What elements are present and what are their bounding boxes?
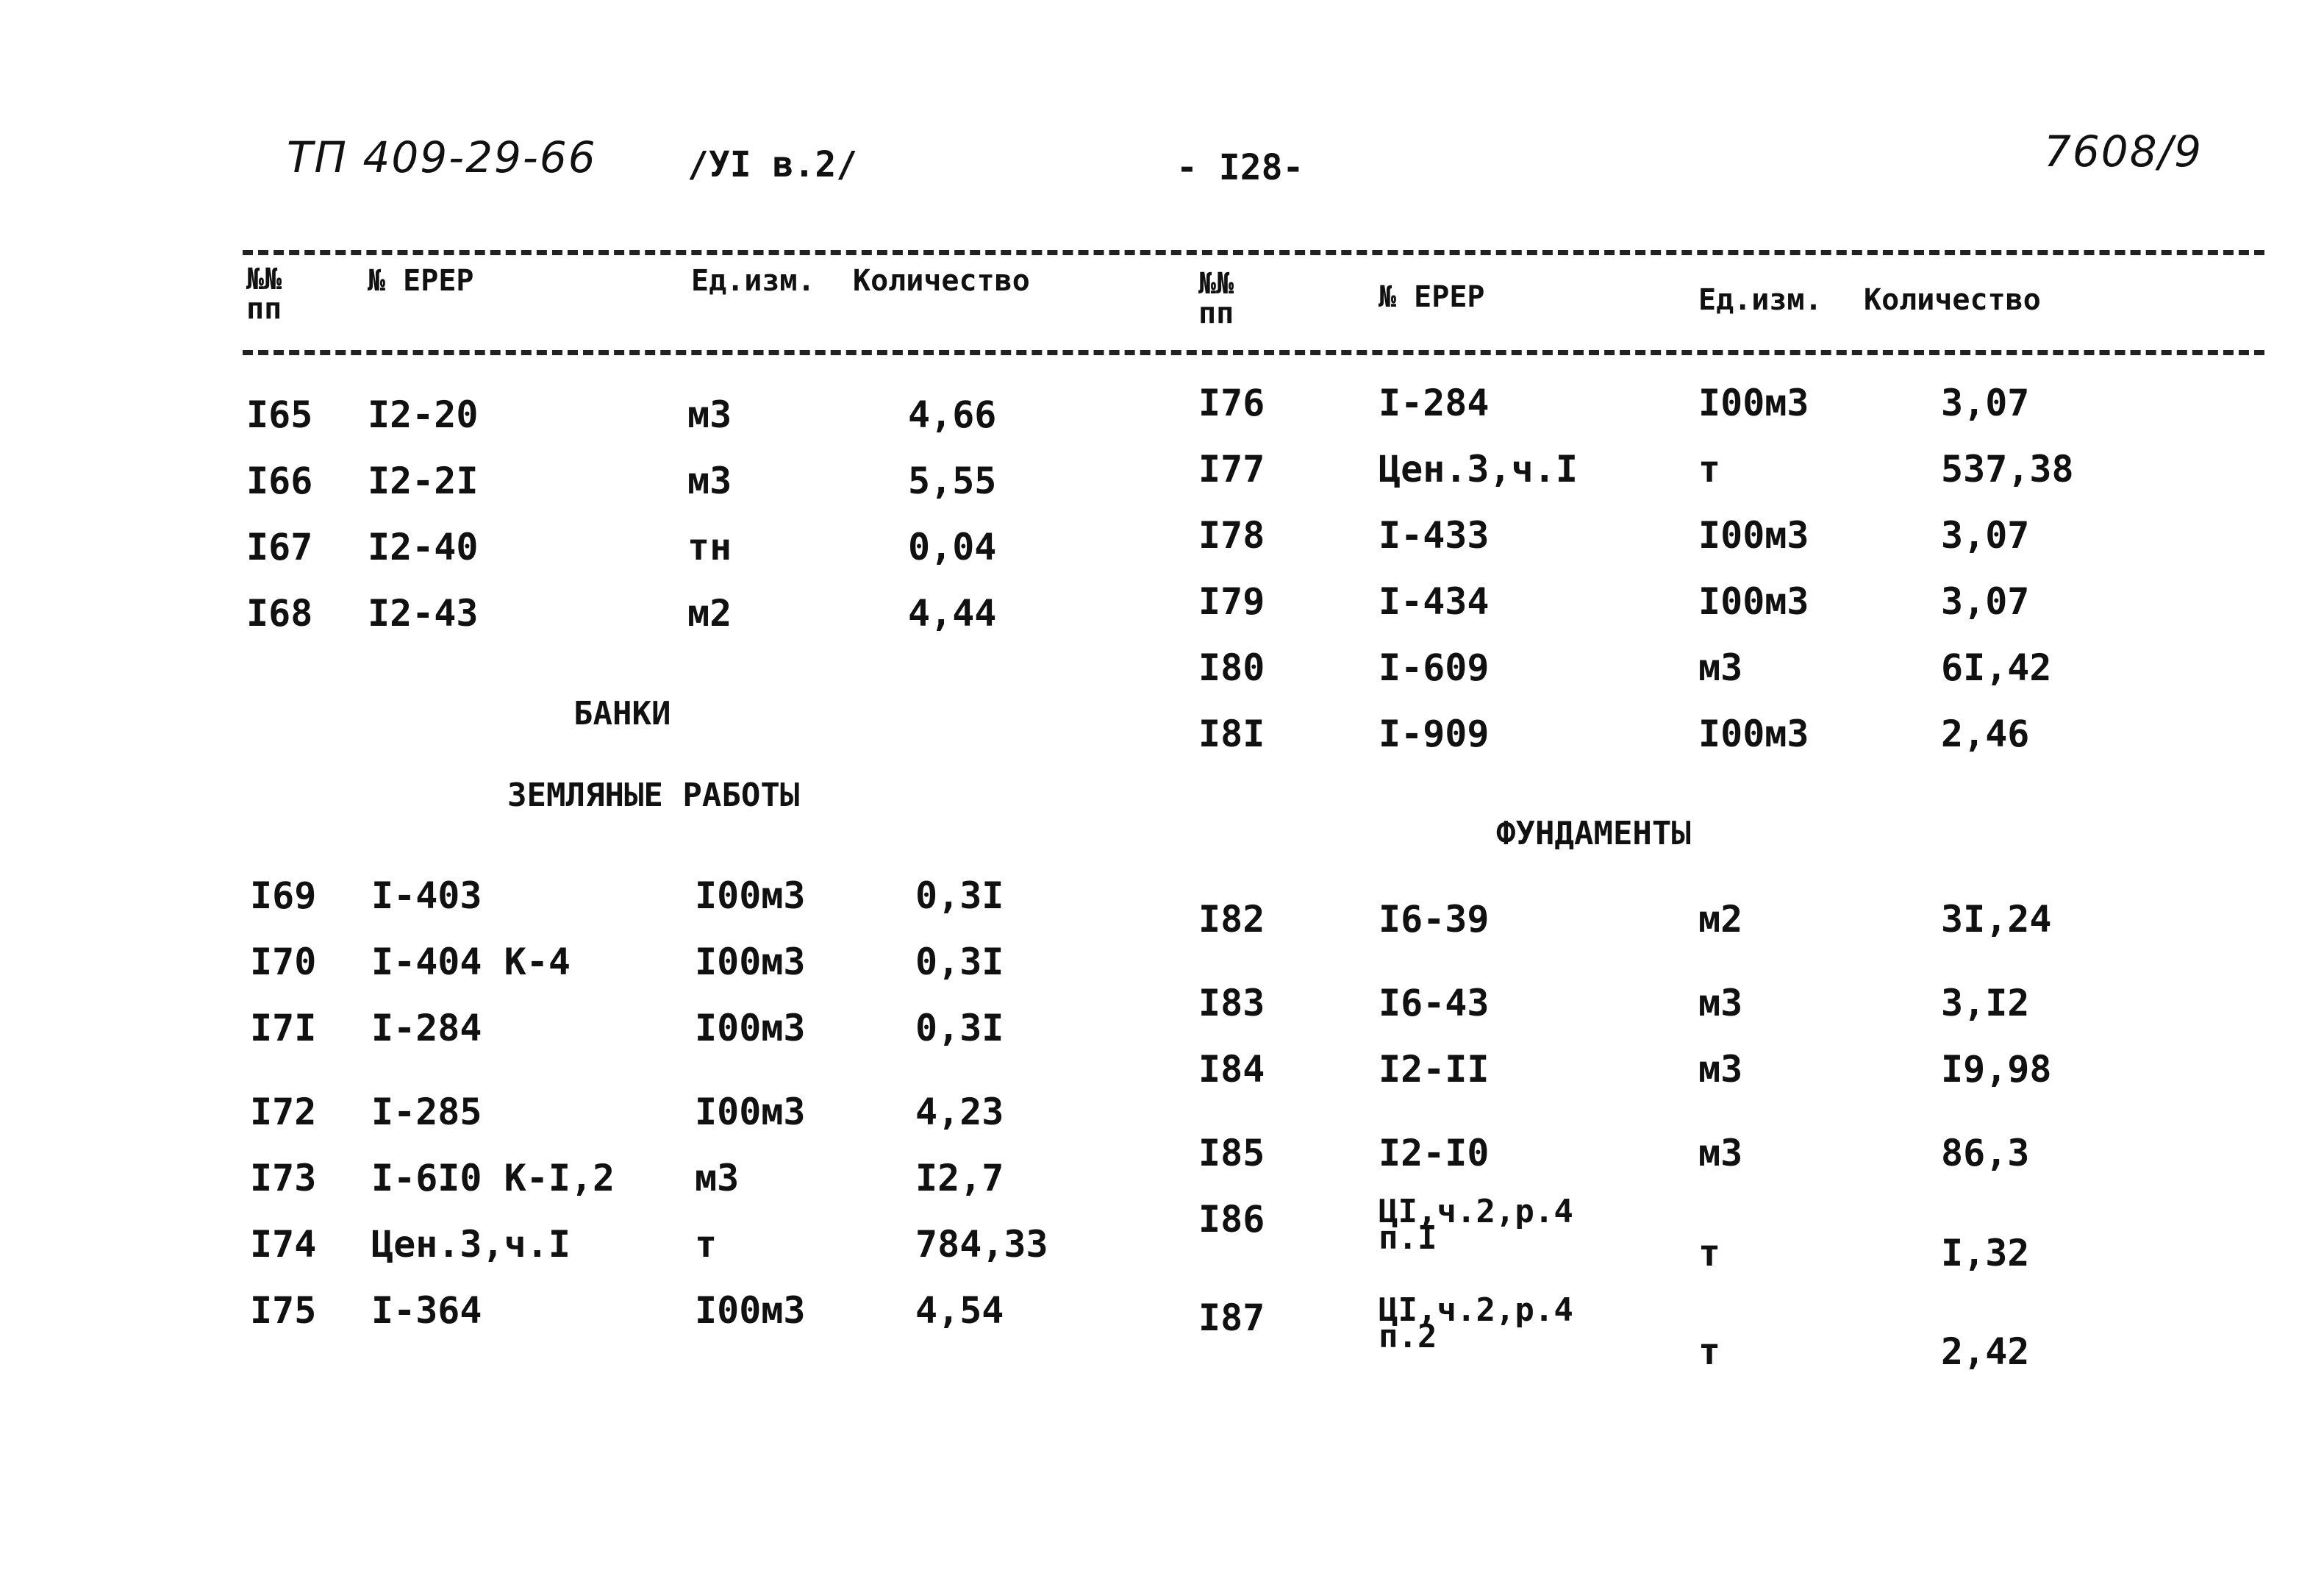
section-title-earthworks: ЗЕМЛЯНЫЕ РАБОТЫ [507, 777, 800, 814]
col-qty-header-right: Количество [1864, 283, 2041, 317]
sheet-number: 7608/9 [2044, 126, 2203, 176]
col-erer-header-left: № ЕРЕР [368, 264, 474, 298]
volume-label: /УI в.2/ [687, 144, 858, 185]
col-unit-header-right: Ед.изм. [1698, 283, 1823, 317]
section-title-banks: БАНКИ [573, 695, 671, 732]
doc-code: ТП 409-29-66 [287, 132, 597, 182]
col-num-header-left: №№ пп [246, 263, 282, 326]
col-qty-header-left: Количество [853, 264, 1030, 298]
col-erer-header-right: № ЕРЕР [1379, 280, 1485, 314]
col-num-header-right: №№ пп [1198, 267, 1234, 330]
col-unit-header-left: Ед.изм. [691, 264, 815, 298]
table-header-rule [243, 350, 2264, 355]
section-title-foundations: ФУНДАМЕНТЫ [1496, 815, 1691, 852]
table-top-rule [243, 250, 2264, 255]
page-number: - I28- [1176, 147, 1304, 188]
